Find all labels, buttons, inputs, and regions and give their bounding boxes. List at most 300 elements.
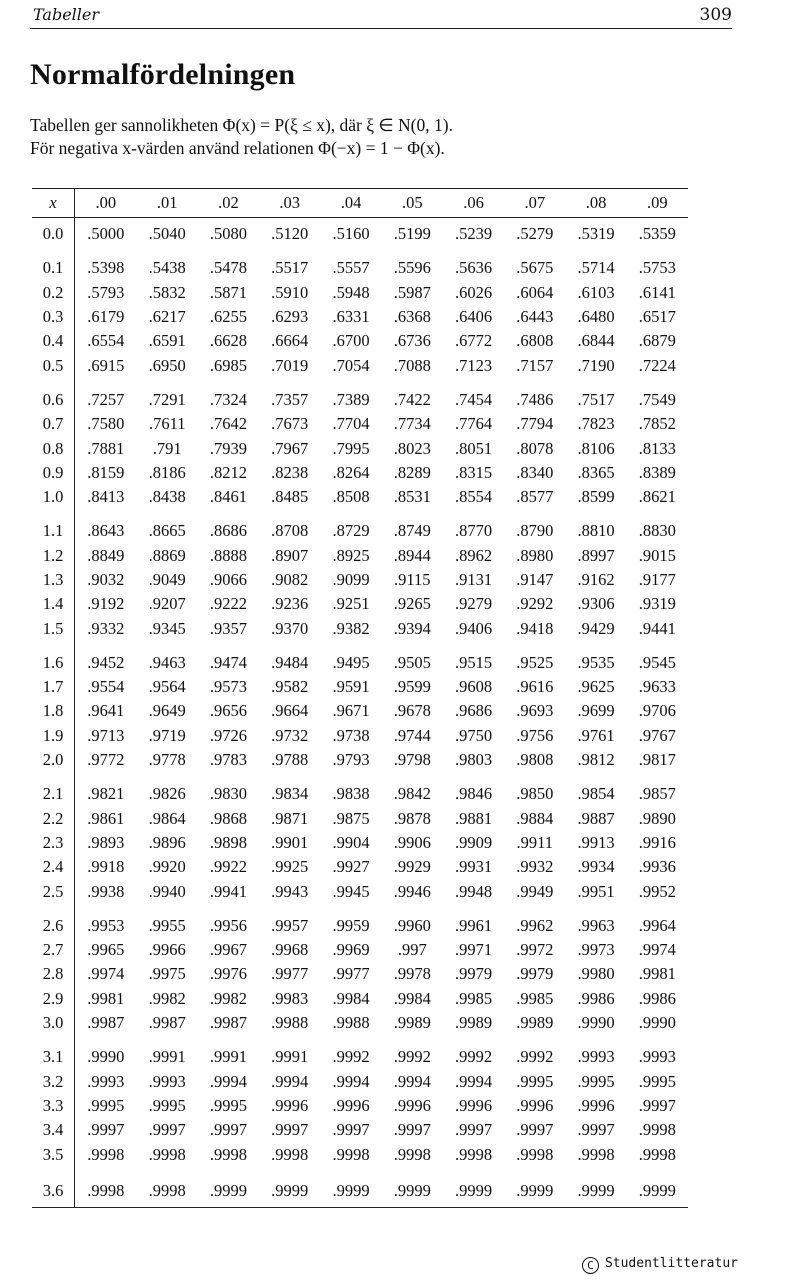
table-cell: .9671 (332, 701, 370, 721)
table-cell: .9988 (332, 1013, 370, 1033)
table-cell: .9693 (516, 701, 554, 721)
table-row (32, 748, 688, 772)
column-header: .07 (504, 189, 565, 218)
table-cell: .9887 (577, 808, 615, 828)
table-cell: .6915 (87, 355, 125, 375)
table-cell: .9147 (516, 570, 554, 589)
table-cell: .9992 (454, 1047, 493, 1067)
table-row (32, 831, 688, 855)
table-cell: .7642 (209, 414, 248, 434)
table-cell: .7088 (393, 355, 431, 375)
table-cell: .7673 (271, 414, 309, 434)
table-cell: .9998 (577, 1144, 615, 1164)
table-cell: .9940 (148, 881, 186, 901)
table-cell: .7389 (332, 389, 370, 409)
table-cell: .9991 (209, 1047, 248, 1067)
table-cell: .9999 (565, 1167, 626, 1208)
table-cell: .8264 (332, 462, 370, 482)
table-row (32, 378, 688, 412)
table-cell: .9236 (271, 594, 309, 614)
table-corner-label: x (32, 189, 75, 218)
table-cell: .9975 (148, 964, 186, 984)
table-cell: .8023 (393, 438, 431, 458)
table-cell: .9997 (148, 1120, 186, 1140)
row-x-value: 0.6 (32, 378, 75, 412)
table-cell: .5793 (87, 282, 125, 302)
header-rule (30, 28, 732, 29)
table-cell: .9974 (638, 940, 676, 960)
table-cell: .9871 (271, 808, 309, 828)
column-header: .01 (137, 189, 198, 218)
table-cell: .9995 (577, 1071, 615, 1091)
row-x-value: 0.2 (32, 281, 75, 305)
table-cell: .9927 (332, 857, 370, 877)
table-cell: .9978 (393, 964, 431, 984)
table-cell: .9738 (332, 725, 370, 745)
table-cell: .8289 (393, 462, 431, 482)
table-row (32, 879, 688, 903)
table-cell: .7422 (393, 389, 431, 409)
table-cell: .9821 (87, 784, 125, 804)
row-x-value: 0.3 (32, 305, 75, 329)
table-cell: .9996 (577, 1095, 615, 1115)
table-cell: .9981 (638, 964, 676, 984)
table-cell: .9936 (638, 857, 676, 877)
table-cell: .9177 (638, 570, 676, 589)
table-row (32, 485, 688, 509)
table-row (32, 1142, 688, 1166)
table-cell: .9983 (271, 988, 309, 1008)
column-header: .04 (320, 189, 381, 218)
table-cell: .7454 (454, 389, 493, 409)
table-cell: .9995 (209, 1095, 248, 1115)
table-cell: .8708 (271, 521, 309, 541)
table-cell: .9616 (516, 677, 554, 697)
table-cell: .9535 (577, 652, 615, 672)
table-row (32, 281, 688, 305)
table-cell: .9922 (209, 857, 248, 877)
table-cell: .9994 (393, 1071, 431, 1091)
table-cell: .9974 (87, 964, 125, 984)
column-header: .05 (382, 189, 443, 218)
table-cell: .6554 (87, 331, 125, 351)
table-cell: .6628 (209, 331, 248, 351)
table-cell: .9999 (259, 1167, 320, 1208)
table-cell: .9992 (393, 1047, 431, 1067)
table-cell: .9345 (148, 618, 186, 638)
table-cell: .8944 (393, 545, 431, 565)
table-cell: .9911 (516, 832, 554, 852)
row-x-value: 1.6 (32, 641, 75, 675)
table-cell: .9998 (393, 1144, 431, 1164)
table-cell: .6517 (638, 307, 676, 327)
table-cell: .9641 (87, 701, 125, 721)
table-cell: .9854 (577, 784, 615, 804)
table-cell: .9986 (577, 988, 615, 1008)
table-cell: .9943 (271, 881, 309, 901)
table-cell: .9990 (638, 1013, 676, 1033)
table-cell: .9893 (87, 832, 125, 852)
table-cell: .9484 (271, 652, 309, 672)
table-cell: .7123 (454, 355, 493, 375)
table-cell: .5319 (577, 224, 615, 244)
table-cell: .9656 (209, 701, 248, 721)
table-cell: .9875 (332, 808, 370, 828)
table-cell: .9838 (332, 784, 370, 804)
table-cell: .9948 (454, 881, 493, 901)
table-cell: .9998 (454, 1144, 493, 1164)
table-cell: .9998 (638, 1144, 676, 1164)
table-cell: .9992 (332, 1047, 370, 1067)
table-row (32, 1070, 688, 1094)
row-x-value: 3.5 (32, 1142, 75, 1166)
table-cell: .9995 (148, 1095, 186, 1115)
table-cell: .9987 (209, 1013, 248, 1033)
table-cell: .7704 (332, 414, 370, 434)
table-cell: .8810 (577, 521, 615, 541)
table-cell: .9916 (638, 832, 676, 852)
table-cell: .9525 (516, 652, 554, 672)
table-row (32, 724, 688, 748)
table-cell: .5987 (393, 282, 431, 302)
table-cell: .9319 (638, 594, 676, 614)
table-cell: .9909 (454, 832, 493, 852)
row-x-value: 1.1 (32, 509, 75, 543)
table-cell: .9988 (271, 1013, 309, 1033)
row-x-value: 3.3 (32, 1094, 75, 1118)
table-cell: .7881 (87, 438, 125, 458)
table-cell: .9719 (148, 725, 186, 745)
table-cell: .9429 (577, 618, 615, 638)
table-cell: .5199 (393, 224, 431, 244)
table-cell: .9994 (209, 1071, 248, 1091)
table-row (32, 987, 688, 1011)
table-cell: .9990 (577, 1013, 615, 1033)
column-header: .09 (627, 189, 688, 218)
table-cell: .9952 (638, 881, 676, 901)
column-header: .02 (198, 189, 259, 218)
table-cell: .7764 (454, 414, 493, 434)
row-x-value: 3.4 (32, 1118, 75, 1142)
table-row (32, 1118, 688, 1142)
table-cell: .9932 (516, 857, 554, 877)
table-cell: .7357 (271, 389, 309, 409)
table-cell: .9996 (332, 1095, 370, 1115)
table-cell: .9913 (577, 832, 615, 852)
table-cell: .6985 (209, 355, 248, 375)
table-cell: .9953 (87, 915, 125, 935)
table-cell: .9994 (271, 1071, 309, 1091)
row-x-value: 1.5 (32, 616, 75, 640)
table-cell: .5438 (148, 258, 186, 278)
row-x-value: 1.2 (32, 544, 75, 568)
table-cell: .8389 (638, 462, 676, 482)
table-cell: .7734 (393, 414, 431, 434)
table-cell: .9292 (516, 594, 554, 614)
table-cell: .8051 (454, 438, 493, 458)
table-cell: .9989 (454, 1013, 493, 1033)
table-cell: .9979 (454, 964, 493, 984)
table-cell: .5359 (638, 224, 676, 244)
table-cell: .9545 (638, 652, 676, 672)
table-row (32, 675, 688, 699)
table-cell: .8770 (454, 521, 493, 541)
table-cell: .8508 (332, 487, 370, 507)
table-row (32, 641, 688, 675)
table-cell: .9981 (87, 988, 125, 1008)
table-cell: .7486 (516, 389, 554, 409)
table-cell: .5279 (516, 224, 554, 244)
table-row (32, 544, 688, 568)
row-x-value: 0.0 (32, 218, 75, 247)
table-cell: .9633 (638, 677, 676, 697)
table-cell: .8315 (454, 462, 493, 482)
table-cell: .8790 (516, 521, 554, 541)
table-cell: .5080 (209, 224, 248, 244)
table-cell: .9505 (393, 652, 431, 672)
table-cell: .8531 (393, 487, 431, 507)
table-cell: .9961 (454, 915, 493, 935)
table-cell: .9964 (638, 915, 676, 935)
table-cell: .5636 (454, 258, 493, 278)
table-cell: .8186 (148, 462, 186, 482)
table-row (32, 962, 688, 986)
table-cell: .9993 (148, 1071, 186, 1091)
table-cell: .9706 (638, 701, 676, 721)
table-cell: .9998 (137, 1167, 198, 1208)
table-cell: .9993 (87, 1071, 125, 1091)
table-cell: .9382 (332, 618, 370, 638)
table-cell: .9999 (443, 1167, 504, 1208)
table-cell: .9918 (87, 857, 125, 877)
table-cell: .9949 (516, 881, 554, 901)
table-cell: .9817 (638, 750, 676, 770)
table-cell: .7224 (638, 355, 676, 375)
column-header: .08 (565, 189, 626, 218)
table-row (32, 305, 688, 329)
table-cell: .9994 (332, 1071, 370, 1091)
table-cell: .9699 (577, 701, 615, 721)
table-cell: .9207 (148, 594, 186, 614)
row-x-value: 2.6 (32, 904, 75, 938)
table-cell: .9998 (332, 1144, 370, 1164)
table-cell: .9793 (332, 750, 370, 770)
table-cell: .9968 (271, 940, 309, 960)
table-cell: .6664 (271, 331, 309, 351)
table-row (32, 509, 688, 543)
row-x-value: 0.1 (32, 246, 75, 280)
table-cell: .9998 (148, 1144, 186, 1164)
table-cell: .9995 (516, 1071, 554, 1091)
table-cell: .9881 (454, 808, 493, 828)
table-cell: .6808 (516, 331, 554, 351)
table-row (32, 246, 688, 280)
table-row (32, 904, 688, 938)
table-row (32, 353, 688, 377)
row-x-value: 0.8 (32, 436, 75, 460)
table-cell: .9265 (393, 594, 431, 614)
table-cell: .9994 (454, 1071, 493, 1091)
table-cell: .8133 (638, 438, 676, 458)
table-cell: .9997 (393, 1120, 431, 1140)
table-cell: .8888 (209, 545, 248, 565)
table-cell: .8413 (87, 487, 125, 507)
table-cell: .9951 (577, 881, 615, 901)
table-cell: .9977 (271, 964, 309, 984)
table-cell: .7794 (516, 414, 554, 434)
table-cell: .9515 (454, 652, 493, 672)
table-cell: .9441 (638, 618, 676, 638)
table-cell: .5596 (393, 258, 431, 278)
table-cell: .9826 (148, 784, 186, 804)
table-cell: .9946 (393, 881, 431, 901)
table-cell: .9842 (393, 784, 431, 804)
table-cell: .5675 (516, 258, 554, 278)
row-x-value: 1.3 (32, 568, 75, 592)
table-cell: .5910 (271, 282, 309, 302)
table-header-row (32, 189, 688, 218)
row-x-value: 0.5 (32, 353, 75, 377)
table-cell: .9192 (87, 594, 125, 614)
table-cell: .5832 (148, 282, 186, 302)
table-cell: .9920 (148, 857, 186, 877)
table-cell: .9878 (393, 808, 431, 828)
table-cell: .9896 (148, 832, 186, 852)
table-cell: .9997 (516, 1120, 554, 1140)
table-cell: .9996 (454, 1095, 493, 1115)
table-cell: .8078 (516, 438, 554, 458)
table-cell: .9941 (209, 881, 248, 901)
table-cell: .5478 (209, 258, 248, 278)
running-header-section: Tabeller (33, 5, 100, 24)
table-cell: .8729 (332, 521, 370, 541)
row-x-value: 3.1 (32, 1035, 75, 1069)
table-row (32, 616, 688, 640)
table-cell: .9608 (454, 677, 493, 697)
table-cell: .9664 (271, 701, 309, 721)
table-cell: .8365 (577, 462, 615, 482)
row-x-value: 3.2 (32, 1070, 75, 1094)
row-x-value: 3.6 (32, 1167, 75, 1208)
table-cell: .9990 (87, 1047, 125, 1067)
table-row (32, 1094, 688, 1118)
table-row (32, 1035, 688, 1069)
table-cell: .7517 (577, 389, 615, 409)
publisher-footer (582, 1256, 738, 1274)
table-cell: .9049 (148, 570, 186, 589)
table-cell: .8238 (271, 462, 309, 482)
table-cell: .9993 (638, 1047, 676, 1067)
table-cell: .9945 (332, 881, 370, 901)
table-cell: .8907 (271, 545, 309, 565)
table-cell: .9808 (516, 750, 554, 770)
table-cell: .9998 (87, 1144, 125, 1164)
table-cell: .9991 (148, 1047, 186, 1067)
table-cell: .9686 (454, 701, 493, 721)
table-cell: .8849 (87, 545, 125, 565)
table-row (32, 218, 688, 247)
table-cell: .9987 (148, 1013, 186, 1033)
table-cell: .9306 (577, 594, 615, 614)
table-cell: .9982 (148, 988, 186, 1008)
table-cell: .9357 (209, 618, 248, 638)
table-cell: .9998 (516, 1144, 554, 1164)
table-cell: .7190 (577, 355, 615, 375)
table-cell: .9332 (87, 618, 125, 638)
table-cell: .9997 (454, 1120, 493, 1140)
table-cell: .9996 (393, 1095, 431, 1115)
table-cell: .9418 (516, 618, 554, 638)
row-x-value: 2.1 (32, 772, 75, 806)
table-cell: .9976 (209, 964, 248, 984)
table-cell: .9904 (332, 832, 370, 852)
table-cell: .9969 (332, 940, 370, 960)
row-x-value: 0.4 (32, 329, 75, 353)
table-cell: .9980 (577, 964, 615, 984)
table-cell: .9761 (577, 725, 615, 745)
table-cell: .9625 (577, 677, 615, 697)
table-cell: .9996 (516, 1095, 554, 1115)
row-x-value: 3.0 (32, 1011, 75, 1035)
table-cell: .9999 (382, 1167, 443, 1208)
table-row (32, 938, 688, 962)
table-cell: .9066 (209, 570, 248, 589)
table-cell: .9783 (209, 750, 248, 770)
table-cell: .9864 (148, 808, 186, 828)
table-cell: .7157 (516, 355, 554, 375)
table-cell: .6443 (516, 307, 554, 327)
table-cell: .9115 (394, 570, 431, 589)
page-number: 309 (699, 5, 732, 25)
table-cell: .9967 (209, 940, 248, 960)
table-cell: .8830 (638, 521, 676, 541)
table-cell: .5517 (271, 258, 309, 278)
table-cell: .9788 (271, 750, 309, 770)
table-row (32, 699, 688, 723)
table-cell: .9973 (577, 940, 615, 960)
table-cell: .6293 (271, 307, 309, 327)
table-cell: .9573 (209, 677, 248, 697)
table-row (32, 855, 688, 879)
table-cell: .9898 (209, 832, 248, 852)
column-header: .00 (75, 189, 137, 218)
table-cell: .9463 (148, 652, 186, 672)
table-cell: .9993 (577, 1047, 615, 1067)
table-cell: .5040 (148, 224, 186, 244)
table-cell: .9591 (332, 677, 370, 697)
row-x-value: 1.0 (32, 485, 75, 509)
table-cell: .9997 (209, 1120, 248, 1140)
table-cell: .9474 (209, 652, 248, 672)
table-cell: .9901 (271, 832, 309, 852)
table-row (32, 1167, 688, 1208)
table-cell: .9998 (271, 1144, 309, 1164)
table-cell: .5398 (87, 258, 125, 278)
table-cell: .5000 (87, 224, 125, 244)
table-cell: .9972 (516, 940, 554, 960)
table-cell: .6844 (577, 331, 615, 351)
table-cell: .9082 (271, 570, 309, 589)
table-cell: .9850 (516, 784, 554, 804)
table-cell: .8621 (638, 487, 676, 507)
table-cell: .9857 (638, 784, 676, 804)
table-cell: .9984 (332, 988, 370, 1008)
table-cell: .7549 (638, 389, 676, 409)
table-cell: .9989 (393, 1013, 431, 1033)
table-cell: .9222 (209, 594, 248, 614)
table-cell: .6368 (393, 307, 431, 327)
table-cell: .9756 (516, 725, 554, 745)
